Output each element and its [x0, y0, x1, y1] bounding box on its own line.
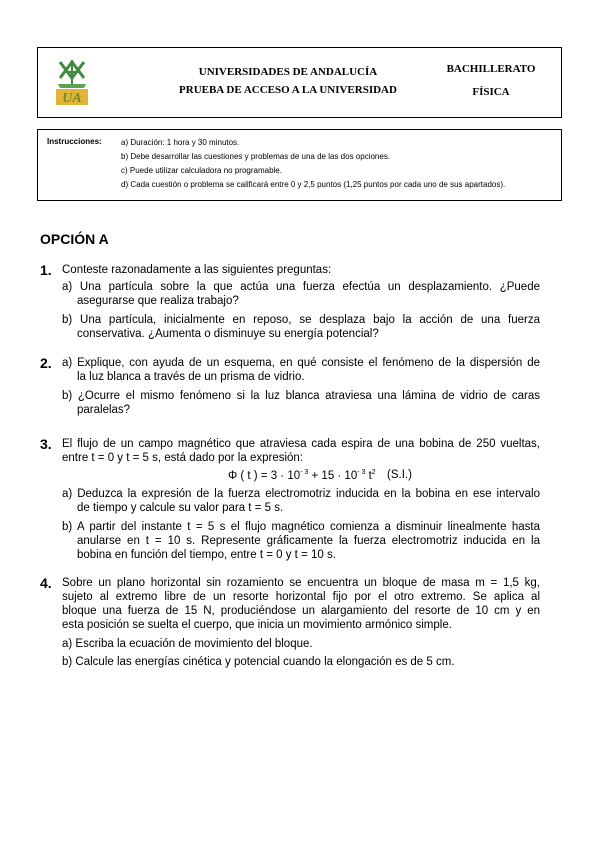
university-logo-icon — [54, 58, 90, 106]
instructions-label: Instrucciones: — [47, 137, 102, 146]
question-text: a) Explique, con ayuda de un esquema, en qué consiste el fenómeno de la dispersión de — [62, 357, 540, 369]
question-text: a) Deduzca la expresión de la fuerza electromotriz inducida en la bobina en ese intervalo — [62, 488, 540, 500]
instruction-item: d) Cada cuestión o problema se calificará entre 0 y 2,5 puntos (1,25 puntos por cada uno de sus apartados). — [121, 180, 506, 189]
question-text: a) Escriba la ecuación de movimiento del bloque. — [62, 638, 313, 650]
instruction-item: c) Puede utilizar calculadora no programable. — [121, 166, 282, 175]
question-text: conservativa. ¿Aumenta o disminuye su energía potencial? — [77, 328, 379, 340]
exam-name: PRUEBA DE ACCESO A LA UNIVERSIDAD — [179, 84, 397, 96]
question-number: 3. — [40, 436, 52, 452]
question-text: b) ¿Ocurre el mismo fenómeno si la luz blanca atraviesa una lámina de vidrio de caras — [62, 390, 540, 402]
question-text: sujeto al extremo libre de un resorte horizontal fijo por el otro extremo. Se aplica al — [62, 591, 540, 603]
question-text: bobina en función del tiempo, entre t = 0 y t = 10 s. — [77, 549, 336, 561]
question-text: de tiempo y calcule su valor para t = 5 s. — [77, 502, 284, 514]
question-text: entre t = 0 y t = 5 s, está dado por la expresión: — [62, 452, 304, 464]
instructions-box — [37, 129, 562, 201]
question-text: b) Una partícula, inicialmente en reposo, se desplaza bajo la acción de una fuerza — [62, 314, 540, 326]
question-text: anularse en t = 10 s. Represente gráficamente la fuerza electromotriz inducida en la — [77, 535, 540, 547]
level-label: BACHILLERATO — [446, 63, 536, 75]
question-text: a) Una partícula sobre la que actúa una fuerza efectúa un desplazamiento. ¿Puede — [62, 281, 540, 293]
question-number: 1. — [40, 262, 52, 278]
subject-label: FÍSICA — [472, 86, 510, 98]
question-text: esta posición se suelta el cuerpo, que inicia un movimiento armónico simple. — [62, 619, 452, 631]
question-text: El flujo de un campo magnético que atraviesa cada espira de una bobina de 250 vueltas, — [62, 438, 540, 450]
question-text: b) Calcule las energías cinética y potencial cuando la elongación es de 5 cm. — [62, 656, 455, 668]
exam-header — [37, 47, 562, 118]
instruction-item: a) Duración: 1 hora y 30 minutos. — [121, 138, 240, 147]
question-text: Conteste razonadamente a las siguientes preguntas: — [62, 264, 332, 276]
flux-formula: Φ ( t ) = $3 \cdot 10^{- 3} + 15 \cdot 10^{- 3}$ $t^2$ — [228, 469, 376, 482]
university-name: UNIVERSIDADES DE ANDALUCÍA — [198, 66, 378, 78]
svg-text:UA: UA — [62, 91, 82, 106]
question-text: paralelas? — [77, 404, 131, 416]
question-text: bloque una fuerza de 15 N, produciéndose un alargamiento del resorte de 10 cm y en — [62, 605, 540, 617]
instruction-item: b) Debe desarrollar las cuestiones y problemas de una de las dos opciones. — [121, 152, 391, 161]
units-label: (S.I.) — [387, 469, 412, 481]
question-number: 4. — [40, 575, 52, 591]
question-text: b) A partir del instante t = 5 s el flujo magnético comienza a disminuir linealmente hasta — [62, 521, 540, 533]
question-number: 2. — [40, 355, 52, 371]
question-text: asegurarse que realiza trabajo? — [77, 295, 239, 307]
question-text: la luz blanca a través de un prisma de vidrio. — [77, 371, 305, 383]
question-text: Sobre un plano horizontal sin rozamiento se encuentra un bloque de masa m = 1,5 kg, — [62, 577, 540, 589]
option-title: OPCIÓN A — [40, 231, 109, 247]
